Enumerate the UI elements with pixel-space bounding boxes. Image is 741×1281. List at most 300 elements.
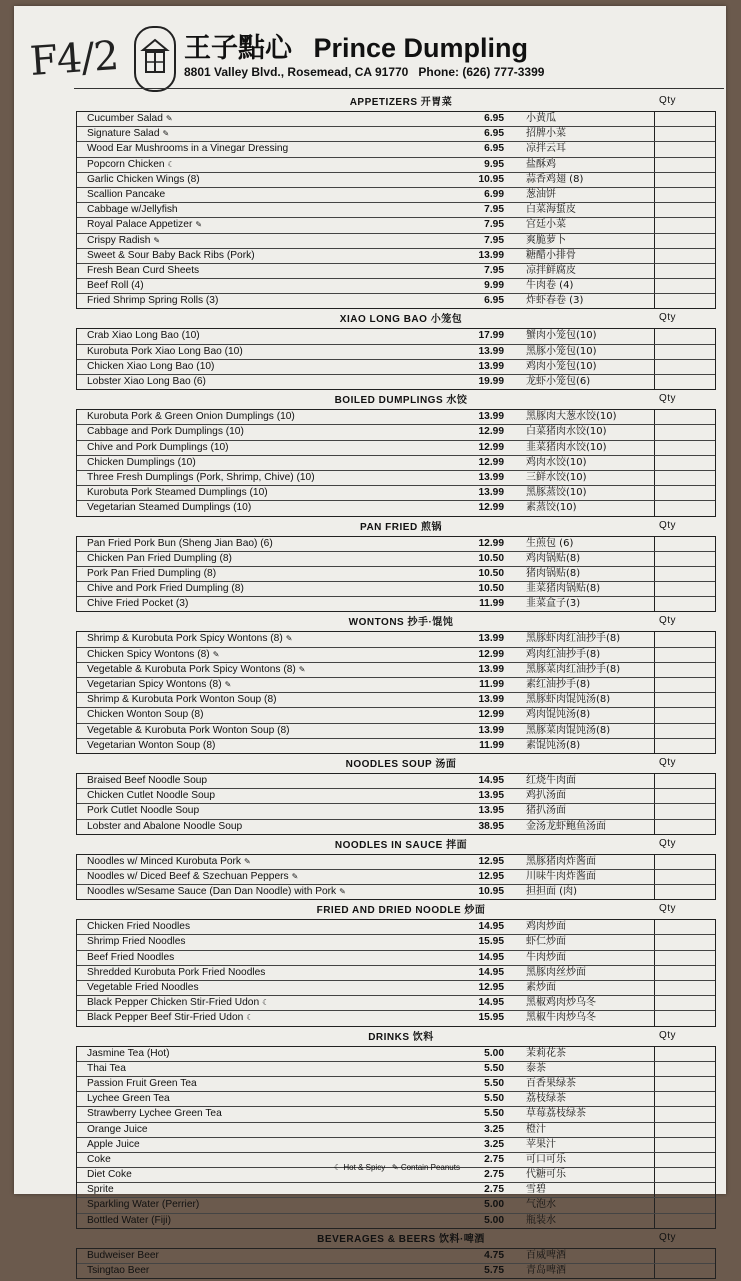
qty-cell[interactable] bbox=[654, 966, 715, 980]
qty-cell[interactable] bbox=[654, 789, 715, 803]
item-name-cn: 鸡肉馄饨汤(8) bbox=[526, 709, 591, 721]
item-name: Three Fresh Dumplings (Pork, Shrimp, Chive) (10) bbox=[87, 471, 315, 483]
menu-item-row bbox=[77, 663, 715, 678]
item-price: 3.25 bbox=[484, 1138, 504, 1150]
hot-icon: ☾ bbox=[167, 159, 175, 169]
restaurant-name-en: Prince Dumpling bbox=[313, 33, 529, 63]
item-name-cn: 凉拌鲜腐皮 bbox=[526, 264, 576, 276]
item-price: 13.99 bbox=[478, 694, 504, 706]
item-name-cell bbox=[77, 1123, 434, 1137]
qty-cell[interactable] bbox=[654, 951, 715, 965]
menu-table bbox=[76, 111, 716, 309]
item-name-cn: 素蒸饺(10) bbox=[526, 502, 577, 514]
qty-cell[interactable] bbox=[654, 1123, 715, 1137]
item-price: 11.99 bbox=[479, 598, 504, 610]
section-header bbox=[76, 902, 726, 919]
item-name-cn: 橙汁 bbox=[526, 1123, 546, 1135]
menu-item-row bbox=[77, 173, 715, 188]
qty-cell[interactable] bbox=[654, 1183, 715, 1197]
qty-cell[interactable] bbox=[654, 537, 715, 551]
qty-cell[interactable] bbox=[654, 1198, 715, 1212]
qty-cell[interactable] bbox=[654, 188, 715, 202]
item-name-cn: 蟹肉小笼包(10) bbox=[526, 330, 597, 342]
item-name-cn: 黑豚蒸饺(10) bbox=[526, 487, 587, 499]
section-header bbox=[76, 756, 726, 773]
item-name-cn: 黑豚肉大葱水饺(10) bbox=[526, 411, 617, 423]
menu-item-row bbox=[77, 966, 715, 981]
section-header bbox=[76, 311, 726, 328]
item-name: Shrimp Fried Noodles bbox=[87, 936, 186, 948]
item-price: 6.95 bbox=[484, 113, 504, 124]
item-price: 5.50 bbox=[484, 1062, 504, 1074]
item-name: Chicken Spicy Wontons (8) bbox=[87, 648, 210, 660]
qty-cell[interactable] bbox=[654, 663, 715, 677]
item-price: 13.95 bbox=[478, 790, 504, 802]
qty-cell[interactable] bbox=[654, 375, 715, 389]
item-name: Sweet & Sour Baby Back Ribs (Pork) bbox=[87, 249, 255, 261]
menu-table bbox=[76, 773, 716, 835]
item-name-cell bbox=[77, 1198, 434, 1212]
restaurant-address: 8801 Valley Blvd., Rosemead, CA 91770 bbox=[184, 65, 409, 79]
menu-sheet bbox=[14, 6, 726, 1276]
menu-section bbox=[76, 614, 726, 754]
menu-item-row bbox=[77, 375, 715, 389]
menu-item-row bbox=[77, 1123, 715, 1138]
qty-cell[interactable] bbox=[654, 203, 715, 217]
section-header bbox=[76, 614, 726, 631]
section-title: XIAO LONG BAO 小笼包 bbox=[339, 314, 463, 326]
item-name: Scallion Pancake bbox=[87, 188, 166, 200]
item-name-cn: 瓶装水 bbox=[526, 1214, 556, 1226]
menu-item-row bbox=[77, 1183, 715, 1198]
item-name-cell bbox=[77, 693, 434, 707]
item-name-cn: 蒜香鸡翅 (8) bbox=[526, 173, 584, 185]
item-name: Vegetable & Kurobuta Pork Spicy Wontons (8) bbox=[87, 663, 296, 675]
item-name: Apple Juice bbox=[87, 1138, 140, 1150]
menu-section bbox=[76, 1231, 726, 1279]
qty-cell[interactable] bbox=[654, 1011, 715, 1025]
item-price: 6.95 bbox=[484, 295, 504, 307]
item-name: Noodles w/ Minced Kurobuta Pork bbox=[87, 855, 242, 867]
qty-header: Qty bbox=[658, 519, 676, 531]
item-name: Vegetable Fried Noodles bbox=[87, 982, 199, 993]
item-price: 13.99 bbox=[478, 487, 504, 499]
item-price: 5.50 bbox=[484, 1093, 504, 1105]
menu-item-row bbox=[77, 203, 715, 218]
qty-cell[interactable] bbox=[654, 920, 715, 934]
menu-item-row bbox=[77, 1264, 715, 1278]
item-price: 13.99 bbox=[478, 249, 504, 261]
item-name-cell bbox=[77, 188, 434, 202]
menu-section bbox=[76, 1029, 726, 1229]
item-name: Cucumber Salad bbox=[87, 113, 163, 124]
peanut-icon: ✎ bbox=[165, 114, 173, 123]
menu-table bbox=[76, 919, 716, 1026]
item-name-cn: 黑椒鸡肉炒乌冬 bbox=[526, 997, 596, 1009]
item-name: Chicken Xiao Long Bao (10) bbox=[87, 360, 215, 372]
item-name-cell bbox=[77, 774, 434, 788]
item-name-cell bbox=[77, 112, 434, 126]
qty-cell[interactable] bbox=[654, 1062, 715, 1076]
item-name-cell bbox=[77, 158, 434, 172]
menu-section bbox=[76, 311, 726, 390]
qty-cell[interactable] bbox=[654, 648, 715, 662]
menu-item-row bbox=[77, 1214, 715, 1228]
item-name: Beef Roll (4) bbox=[87, 280, 144, 292]
item-name-cn: 泰茶 bbox=[526, 1062, 546, 1074]
item-name: Wood Ear Mushrooms in a Vinegar Dressing bbox=[87, 143, 289, 155]
menu-item-row bbox=[77, 264, 715, 279]
item-name: Lobster Xiao Long Bao (6) bbox=[87, 376, 206, 387]
item-price: 12.99 bbox=[478, 537, 504, 549]
item-name-cell bbox=[77, 127, 434, 141]
qty-header: Qty bbox=[658, 837, 676, 849]
qty-cell[interactable] bbox=[654, 1214, 715, 1228]
item-name-cn: 黑豚菜肉红油抄手(8) bbox=[526, 663, 621, 675]
menu-item-row bbox=[77, 981, 715, 996]
item-name-cn: 代糖可乐 bbox=[526, 1169, 566, 1181]
item-name-cn: 龙虾小笼包(6) bbox=[526, 376, 591, 387]
item-name-cn: 盐酥鸡 bbox=[526, 158, 556, 170]
menu-item-row bbox=[77, 597, 715, 611]
menu-item-row bbox=[77, 234, 715, 249]
item-name-cell bbox=[77, 1214, 434, 1228]
item-name-cn: 虾仁炒面 bbox=[526, 936, 566, 948]
item-name-cn: 三鲜水饺(10) bbox=[526, 471, 587, 483]
qty-cell[interactable] bbox=[654, 820, 715, 834]
item-name-cn: 金汤龙虾鲍鱼汤面 bbox=[526, 820, 606, 832]
qty-cell[interactable] bbox=[654, 708, 715, 722]
item-price: 2.75 bbox=[484, 1184, 504, 1196]
item-price: 15.95 bbox=[478, 1012, 504, 1024]
item-name-cn: 黑豚猪肉炸酱面 bbox=[526, 855, 596, 867]
section-header bbox=[76, 94, 726, 111]
item-name-cell bbox=[77, 142, 434, 156]
item-name: Vegetable & Kurobuta Pork Wonton Soup (8) bbox=[87, 724, 290, 736]
qty-header: Qty bbox=[658, 1231, 676, 1243]
qty-cell[interactable] bbox=[654, 471, 715, 485]
item-price: 13.95 bbox=[478, 805, 504, 817]
item-name-cn: 小黄瓜 bbox=[526, 113, 556, 124]
item-price: 11.99 bbox=[479, 739, 504, 751]
item-name: Orange Juice bbox=[87, 1123, 148, 1135]
menu-section bbox=[76, 902, 726, 1026]
item-name-cn: 红烧牛肉面 bbox=[526, 774, 576, 786]
qty-cell[interactable] bbox=[654, 582, 715, 596]
item-name-cn: 川味牛肉炸酱面 bbox=[526, 870, 596, 882]
qty-cell[interactable] bbox=[654, 294, 715, 308]
item-name: Passion Fruit Green Tea bbox=[87, 1077, 197, 1089]
item-name-cn: 茉莉花茶 bbox=[526, 1047, 566, 1059]
item-name-cell bbox=[77, 966, 434, 980]
peanut-icon: ✎ bbox=[224, 680, 232, 689]
item-name: Black Pepper Beef Stir-Fried Udon bbox=[87, 1012, 244, 1024]
menu-item-row bbox=[77, 951, 715, 966]
item-name-cn: 韭菜猪肉水饺(10) bbox=[526, 441, 607, 453]
item-price: 6.99 bbox=[484, 188, 504, 200]
item-name-cn: 牛肉卷 (4) bbox=[526, 280, 574, 292]
section-title: BOILED DUMPLINGS 水饺 bbox=[334, 395, 468, 407]
menu-table bbox=[76, 1046, 716, 1229]
menu-item-row bbox=[77, 294, 715, 308]
qty-cell[interactable] bbox=[654, 218, 715, 232]
item-name-cell bbox=[77, 648, 434, 662]
menu-item-row bbox=[77, 188, 715, 203]
qty-header: Qty bbox=[658, 1029, 676, 1041]
qty-cell[interactable] bbox=[654, 249, 715, 263]
menu-item-row bbox=[77, 708, 715, 723]
qty-cell[interactable] bbox=[654, 425, 715, 439]
qty-cell[interactable] bbox=[654, 567, 715, 581]
header-divider bbox=[74, 88, 724, 89]
item-price: 11.99 bbox=[479, 679, 504, 690]
qty-cell[interactable] bbox=[654, 739, 715, 753]
item-price: 14.95 bbox=[478, 774, 504, 786]
menu-section bbox=[76, 756, 726, 835]
item-name-cn: 青岛啤酒 bbox=[526, 1265, 566, 1276]
qty-header: Qty bbox=[658, 615, 676, 627]
item-name-cell bbox=[77, 567, 434, 581]
qty-cell[interactable] bbox=[654, 1153, 715, 1167]
section-title: BEVERAGES & BEERS 饮料·啤酒 bbox=[317, 1233, 485, 1245]
item-price: 5.00 bbox=[484, 1199, 504, 1211]
menu-table bbox=[76, 409, 716, 516]
qty-cell[interactable] bbox=[654, 885, 715, 899]
menu-item-row bbox=[77, 724, 715, 739]
menu-item-row bbox=[77, 360, 715, 375]
menu-section bbox=[76, 94, 726, 309]
restaurant-name-cn: 王子點心 bbox=[184, 33, 292, 64]
qty-cell[interactable] bbox=[654, 112, 715, 126]
item-name-cn: 韭菜猪肉锅贴(8) bbox=[526, 583, 601, 595]
item-name-cell bbox=[77, 1011, 434, 1025]
item-name-cn: 素馄饨汤(8) bbox=[526, 739, 581, 751]
menu-table bbox=[76, 328, 716, 390]
qty-cell[interactable] bbox=[654, 158, 715, 172]
item-name-cell bbox=[77, 360, 434, 374]
item-price: 14.95 bbox=[478, 966, 504, 978]
menu-item-row bbox=[77, 567, 715, 582]
item-name: Black Pepper Chicken Stir-Fried Udon bbox=[87, 997, 260, 1009]
item-name-cn: 黑椒牛肉炒乌冬 bbox=[526, 1012, 596, 1024]
qty-header: Qty bbox=[658, 903, 676, 915]
menu-item-row bbox=[77, 279, 715, 294]
qty-cell[interactable] bbox=[654, 1107, 715, 1121]
item-price: 9.95 bbox=[484, 158, 504, 170]
item-name: Shredded Kurobuta Pork Fried Noodles bbox=[87, 966, 266, 978]
qty-cell[interactable] bbox=[654, 1077, 715, 1091]
qty-cell[interactable] bbox=[654, 360, 715, 374]
item-name-cn: 鸡肉炒面 bbox=[526, 921, 566, 933]
item-name-cell bbox=[77, 870, 434, 884]
item-name-cn: 百威啤酒 bbox=[526, 1249, 566, 1261]
qty-cell[interactable] bbox=[654, 1047, 715, 1061]
item-name: Crab Xiao Long Bao (10) bbox=[87, 330, 200, 342]
item-name-cn: 荔枝绿茶 bbox=[526, 1093, 566, 1105]
menu-item-row bbox=[77, 410, 715, 425]
item-price: 13.99 bbox=[478, 471, 504, 483]
menu-item-row bbox=[77, 1047, 715, 1062]
menu-section bbox=[76, 392, 726, 516]
menu-table bbox=[76, 1248, 716, 1279]
qty-cell[interactable] bbox=[654, 1092, 715, 1106]
qty-cell[interactable] bbox=[654, 870, 715, 884]
menu-item-row bbox=[77, 329, 715, 344]
item-name-cn: 糖醋小排骨 bbox=[526, 249, 576, 261]
item-price: 13.99 bbox=[478, 360, 504, 372]
qty-cell[interactable] bbox=[654, 264, 715, 278]
qty-cell[interactable] bbox=[654, 996, 715, 1010]
qty-cell[interactable] bbox=[654, 441, 715, 455]
qty-cell[interactable] bbox=[654, 1249, 715, 1263]
qty-cell[interactable] bbox=[654, 279, 715, 293]
item-name-cell bbox=[77, 1249, 434, 1263]
qty-cell[interactable] bbox=[654, 981, 715, 995]
menu-item-row bbox=[77, 582, 715, 597]
item-price: 7.95 bbox=[484, 219, 504, 231]
item-name-cell bbox=[77, 1107, 434, 1121]
menu-item-row bbox=[77, 1198, 715, 1213]
item-name-cell bbox=[77, 789, 434, 803]
qty-cell[interactable] bbox=[654, 693, 715, 707]
qty-cell[interactable] bbox=[654, 410, 715, 424]
item-name-cn: 爽脆萝卜 bbox=[526, 234, 566, 246]
qty-cell[interactable] bbox=[654, 127, 715, 141]
item-name: Thai Tea bbox=[87, 1062, 126, 1074]
qty-cell[interactable] bbox=[654, 142, 715, 156]
menu-item-row bbox=[77, 1107, 715, 1122]
item-name-cell bbox=[77, 425, 434, 439]
peanut-icon: ✎ bbox=[298, 664, 306, 674]
item-price: 9.99 bbox=[484, 280, 504, 292]
qty-cell[interactable] bbox=[654, 486, 715, 500]
hot-icon: ☾ bbox=[246, 1013, 254, 1023]
item-price: 19.99 bbox=[478, 376, 504, 387]
item-name-cell bbox=[77, 486, 434, 500]
item-price: 12.95 bbox=[478, 855, 504, 867]
item-name-cell bbox=[77, 804, 434, 818]
qty-cell[interactable] bbox=[654, 552, 715, 566]
menu-table bbox=[76, 536, 716, 613]
item-name: Vegetarian Steamed Dumplings (10) bbox=[87, 502, 252, 514]
item-name-cn: 白菜海蜇皮 bbox=[526, 204, 576, 216]
menu-table bbox=[76, 631, 716, 754]
item-name-cell bbox=[77, 264, 434, 278]
item-name: Jasmine Tea (Hot) bbox=[87, 1047, 170, 1059]
section-header bbox=[76, 837, 726, 854]
item-name: Crispy Radish bbox=[87, 234, 151, 246]
item-name: Kurobuta Pork Xiao Long Bao (10) bbox=[87, 345, 243, 357]
qty-cell[interactable] bbox=[654, 678, 715, 692]
legend-hot: Hot & Spicy bbox=[343, 1163, 386, 1172]
item-price: 13.99 bbox=[478, 633, 504, 645]
item-name: Pork Cutlet Noodle Soup bbox=[87, 805, 200, 817]
item-name-cn: 招牌小菜 bbox=[526, 128, 566, 140]
item-name: Kurobuta Pork & Green Onion Dumplings (10) bbox=[87, 411, 295, 423]
item-name-cell bbox=[77, 996, 434, 1010]
item-name: Strawberry Lychee Green Tea bbox=[87, 1108, 222, 1120]
item-name-cell bbox=[77, 885, 434, 899]
item-name-cell bbox=[77, 597, 434, 611]
menu-item-row bbox=[77, 425, 715, 440]
item-name-cn: 鸡肉水饺(10) bbox=[526, 456, 587, 468]
item-name: Pan Fried Pork Bun (Sheng Jian Bao) (6) bbox=[87, 537, 273, 549]
menu-item-row bbox=[77, 855, 715, 870]
item-name-cn: 百香果绿茶 bbox=[526, 1077, 576, 1089]
item-price: 13.99 bbox=[478, 663, 504, 675]
qty-cell[interactable] bbox=[654, 1168, 715, 1182]
qty-cell[interactable] bbox=[654, 501, 715, 515]
menu-item-row bbox=[77, 1077, 715, 1092]
qty-cell[interactable] bbox=[654, 1264, 715, 1278]
item-name-cell bbox=[77, 501, 434, 515]
item-name-cell bbox=[77, 708, 434, 722]
section-title: NOODLES SOUP 汤面 bbox=[345, 758, 457, 770]
item-name: Coke bbox=[87, 1153, 111, 1165]
qty-header: Qty bbox=[658, 312, 676, 324]
item-name: Noodles w/Sesame Sauce (Dan Dan Noodle) with Pork bbox=[87, 886, 337, 898]
menu-item-row bbox=[77, 739, 715, 753]
item-name-cell bbox=[77, 981, 434, 995]
item-name-cn: 素红油抄手(8) bbox=[526, 679, 591, 690]
item-name-cell bbox=[77, 1062, 434, 1076]
item-name-cell bbox=[77, 1264, 434, 1278]
menu-item-row bbox=[77, 804, 715, 819]
item-name-cn: 宫廷小菜 bbox=[526, 219, 566, 231]
item-name-cn: 生煎包 (6) bbox=[526, 537, 574, 549]
item-name-cn: 黑豚小笼包(10) bbox=[526, 345, 597, 357]
menu-item-row bbox=[77, 127, 715, 142]
qty-cell[interactable] bbox=[654, 774, 715, 788]
qty-cell[interactable] bbox=[654, 935, 715, 949]
item-name-cell bbox=[77, 678, 434, 692]
item-name-cell bbox=[77, 218, 434, 232]
qty-cell[interactable] bbox=[654, 456, 715, 470]
qty-cell[interactable] bbox=[654, 234, 715, 248]
item-name-cell bbox=[77, 1047, 434, 1061]
qty-cell[interactable] bbox=[654, 1138, 715, 1152]
menu-item-row bbox=[77, 774, 715, 789]
peanut-icon: ✎ bbox=[162, 129, 170, 139]
section-title: FRIED AND DRIED NOODLE 炒面 bbox=[316, 905, 486, 917]
qty-cell[interactable] bbox=[654, 329, 715, 343]
item-name-cell bbox=[77, 951, 434, 965]
item-name: Signature Salad bbox=[87, 128, 160, 140]
qty-cell[interactable] bbox=[654, 804, 715, 818]
peanut-icon: ✎ bbox=[244, 856, 251, 866]
peanut-icon: ✎ bbox=[153, 235, 161, 245]
qty-cell[interactable] bbox=[654, 597, 715, 611]
qty-cell[interactable] bbox=[654, 345, 715, 359]
qty-cell[interactable] bbox=[654, 173, 715, 187]
item-name-cell bbox=[77, 663, 434, 677]
menu-item-row bbox=[77, 501, 715, 515]
item-name-cell bbox=[77, 375, 434, 389]
item-name: Tsingtao Beer bbox=[87, 1265, 150, 1276]
item-name-cn: 炸虾春卷 (3) bbox=[526, 295, 584, 307]
qty-cell[interactable] bbox=[654, 855, 715, 869]
item-name-cn: 凉拌云耳 bbox=[526, 143, 566, 155]
qty-cell[interactable] bbox=[654, 632, 715, 646]
peanut-icon: ✎ bbox=[212, 649, 220, 659]
qty-cell[interactable] bbox=[654, 724, 715, 738]
item-name-cn: 气泡水 bbox=[526, 1199, 556, 1211]
item-price: 5.75 bbox=[484, 1265, 504, 1276]
item-name: Sprite bbox=[87, 1184, 114, 1196]
peanut-icon: ✎ bbox=[291, 871, 299, 881]
item-name: Fried Shrimp Spring Rolls (3) bbox=[87, 295, 219, 307]
menu-item-row bbox=[77, 486, 715, 501]
